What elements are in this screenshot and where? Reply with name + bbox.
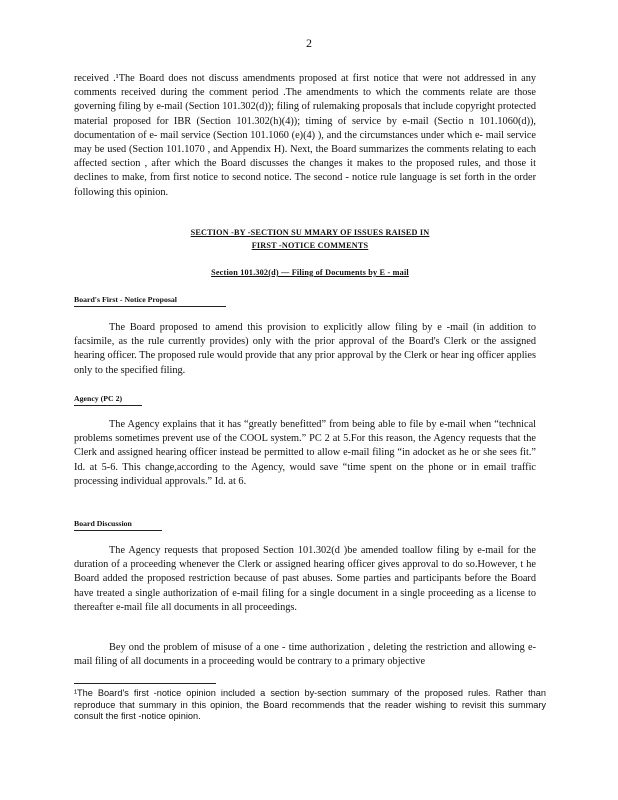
subheading-agency: Agency (PC 2) (74, 394, 123, 403)
section-heading-text: Section 101.302(d) — Filing of Documents by E - mail (211, 268, 409, 277)
paragraph-board-2: Bey ond the problem of misuse of a one - time authorization , deleting the restriction and allowing e-mail filing of all documents in a proceeding would be contrary to a primary objective (74, 642, 536, 668)
subheading-board-discussion: Board Discussion (74, 519, 132, 528)
paragraph-agency: The Agency explains that it has “greatly benefitted” from being able to file by e-mail when “technical problems sometimes prevent use of the COOL system.” PC 2 at 5.For this reason, the Agency requests that the Clerk and assigned hearing officer instead be permitted to allow e-mail filing “in adocket as he or she sees fit.” Id. at 5-6. This change,according to the Agency, would save “time spent on the phone or in email traffic processing individual approvals.” Id. at 6. (74, 419, 536, 487)
subheading-rule (74, 530, 162, 531)
subheading-first-notice: Board's First - Notice Proposal (74, 295, 177, 304)
main-heading-line-1: SECTION -BY -SECTION SU MMARY OF ISSUES RAISED IN (190, 228, 430, 237)
intro-paragraph: received .¹The Board does not discuss amendments proposed at first notice that were not addressed in any comments received during the comment period .The amendments to which the comments relate are those governing filing by e-mail (Section 101.302(d)); filing of rulemaking proposals that include copyright protected material proposed for IBR (Section 101.302(h)(4)); timing of service by e-mail (Sectio n 101.1060(d)), documentation of e- mail service (Section 101.1060 (e)(4) ), and the circumstances under which e- mail service may be used (Section 101.1070 , and Appendix H). Next, the Board summarizes the comments relating to each affected section , after which the Board discusses the changes it makes to the proposed rules, and those it declines to make, from first notice to second notice. The second - notice rule language is set forth in the order following this opinion. (74, 73, 536, 198)
paragraph-board-1: The Agency requests that proposed Section 101.302(d )be amended toallow filing by e-mail for the duration of a proceeding whenever the Clerk or assigned hearing officer gives approval to do so.However, t he Board added the proposed restriction because of past abuses. Some parties and participants before the Board have treated a single authorization of e-mail filing for a single document in a single proceeding as a license to thereafter e-mail file all documents in all proceedings. (74, 545, 536, 613)
subheading-rule (74, 405, 142, 406)
paragraph-first-notice: The Board proposed to amend this provision to explicitly allow filing by e -mail (in addition to facsimile, as the rule currently provides) only with the prior approval of the Board's Clerk or the assigned hearing officer. The proposed rule would provide that any prior approval by the Clerk or hear ing officer applies only to the specified filing. (74, 322, 536, 376)
main-heading (120, 226, 500, 252)
footnote: ¹The Board's first -notice opinion included a section by-section summary of the proposed rules. Rather than reproduce that summary in this opinion, the Board recommends that the reader wishing to revisit this summary consult the first -notice opinion. (74, 688, 546, 722)
main-heading-line-2: FIRST -NOTICE COMMENTS (251, 241, 369, 250)
subheading-rule (74, 306, 226, 307)
footnote-rule (74, 683, 216, 684)
section-heading (120, 268, 500, 277)
page-number: 2 (306, 36, 312, 50)
